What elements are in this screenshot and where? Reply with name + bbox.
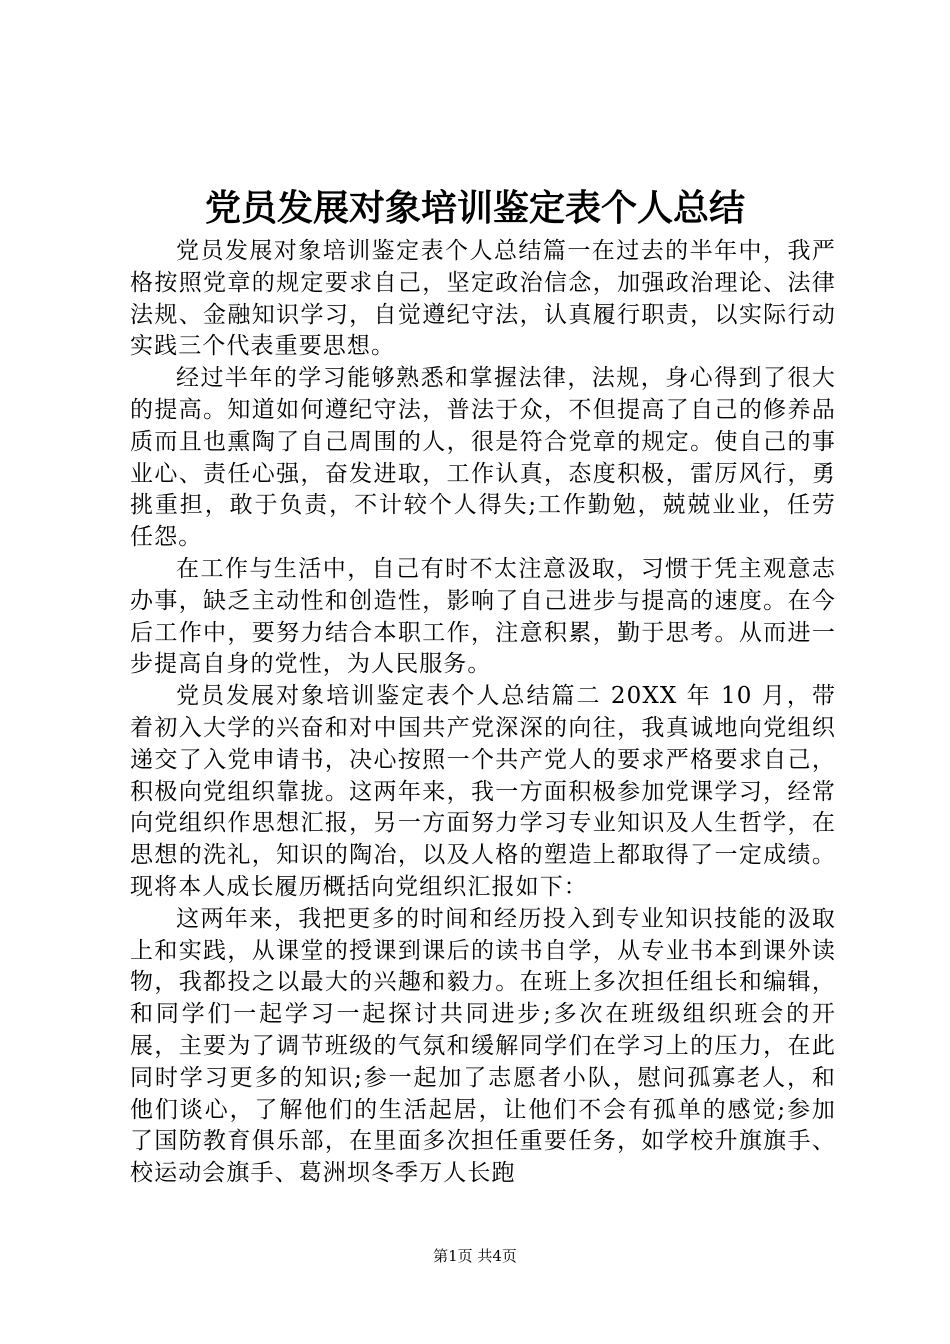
document-body: [130, 236, 836, 1190]
paragraph: 党员发展对象培训鉴定表个人总结篇二 20XX 年 10 月，带着初入大学的兴奋和对中国共产党深深的向往，我真诚地向党组织递交了入党申请书，决心按照一个共产党人的要求严格要求自己，积极向党组织靠拢。这两年来，我一方面积极参加党课学习，经常向党组织作思想汇报，另一方面努力学习专业知识及人生哲学，在思想的洗礼，知识的陶冶，以及人格的塑造上都取得了一定成绩。现将本人成长履历概括向党组织汇报如下：: [130, 683, 836, 900]
paragraph: 经过半年的学习能够熟悉和掌握法律，法规，身心得到了很大的提高。知道如何遵纪守法，普法于众，不但提高了自己的修养品质而且也熏陶了自己周围的人，很是符合党章的规定。使自己的事业心、责任心强，奋发进取，工作认真，态度积极，雷厉风行，勇挑重担，敢于负责，不计较个人得失;工作勤勉，兢兢业业，任劳任怨。: [130, 365, 836, 551]
document-title: 党员发展对象培训鉴定表个人总结: [204, 188, 745, 229]
paragraph: 党员发展对象培训鉴定表个人总结篇一在过去的半年中，我严格按照党章的规定要求自己，坚定政治信念，加强政治理论、法律法规、金融知识学习，自觉遵纪守法，认真履行职责，以实际行动实践三个代表重要思想。: [130, 238, 836, 360]
paragraph: 在工作与生活中，自己有时不太注意汲取，习惯于凭主观意志办事，缺乏主动性和创造性，影响了自己进步与提高的速度。在今后工作中，要努力结合本职工作，注意积累，勤于思考。从而进一步提高自身的党性，为人民服务。: [130, 555, 836, 678]
paragraph: 这两年来，我把更多的时间和经历投入到专业知识技能的汲取上和实践，从课堂的授课到课后的读书自学，从专业书本到课外读物，我都投之以最大的兴趣和毅力。在班上多次担任组长和编辑，和同学们一起学习一起探讨共同进步;多次在班级组织班会的开展，主要为了调节班级的气氛和缓解同学们在学习上的压力，在此同时学习更多的知识;参一起加了志愿者小队，慰问孤寡老人，和他们谈心，了解他们的生活起居，让他们不会有孤单的感觉;参加了国防教育俱乐部，在里面多次担任重要任务，如学校升旗旗手、校运动会旗手、葛洲坝冬季万人长跑: [130, 905, 836, 1187]
page-number-footer: 第1页 共4页: [433, 1247, 517, 1265]
